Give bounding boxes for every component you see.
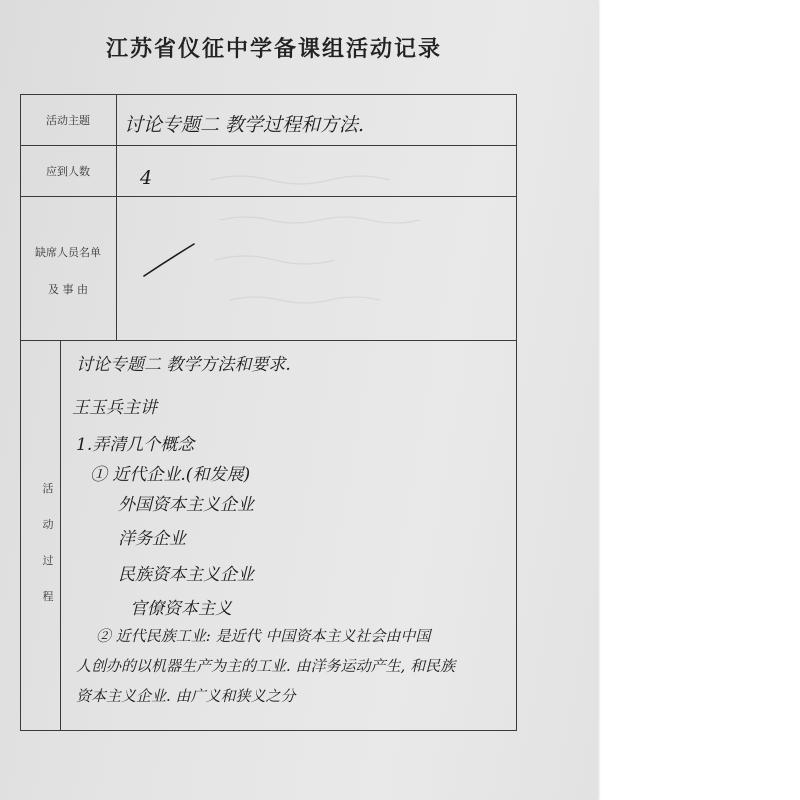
process-line: ① 近代企业.(和发展): [90, 465, 251, 485]
process-line: 1.弄清几个概念: [76, 435, 195, 455]
attendance-label: 应到人数: [46, 165, 90, 178]
topic-value: 讨论专题二 教学过程和方法.: [124, 114, 365, 136]
absent-none-slash: [140, 238, 200, 280]
table-divider: [20, 145, 516, 146]
process-label-char: 过: [42, 554, 54, 567]
absent-label-line2: 及 事 由: [48, 283, 88, 296]
table-border-top: [20, 94, 516, 95]
process-line: 王玉兵主讲: [72, 398, 157, 418]
process-label-char: 活: [42, 482, 54, 495]
table-border-bottom: [20, 730, 516, 731]
process-line: 讨论专题二 教学方法和要求.: [76, 355, 291, 375]
process-line: 洋务企业: [118, 529, 186, 549]
table-divider: [20, 340, 516, 341]
process-line: 资本主义企业. 由广义和狭义之分: [76, 687, 296, 705]
table-border-left: [20, 94, 21, 731]
bleed-through-texture: [200, 160, 500, 360]
table-border-right: [516, 94, 517, 731]
process-line: 民族资本主义企业: [118, 565, 254, 585]
process-line: 人创办的以机器生产为主的工业. 由洋务运动产生, 和民族: [76, 657, 456, 675]
topic-label: 活动主题: [46, 114, 90, 127]
process-line: 官僚资本主义: [130, 599, 232, 619]
page-title: 江苏省仪征中学备课组活动记录: [105, 36, 442, 62]
attendance-value: 4: [140, 167, 153, 189]
table-divider: [20, 196, 516, 197]
process-label-char: 动: [42, 518, 54, 531]
absent-label-line1: 缺席人员名单: [35, 246, 101, 259]
table-column-divider: [116, 94, 117, 340]
process-label-char: 程: [42, 590, 54, 603]
process-line: 外国资本主义企业: [118, 495, 254, 515]
table-column-divider: [60, 340, 61, 730]
process-line: ② 近代民族工业: 是近代 中国资本主义社会由中国: [96, 627, 431, 645]
